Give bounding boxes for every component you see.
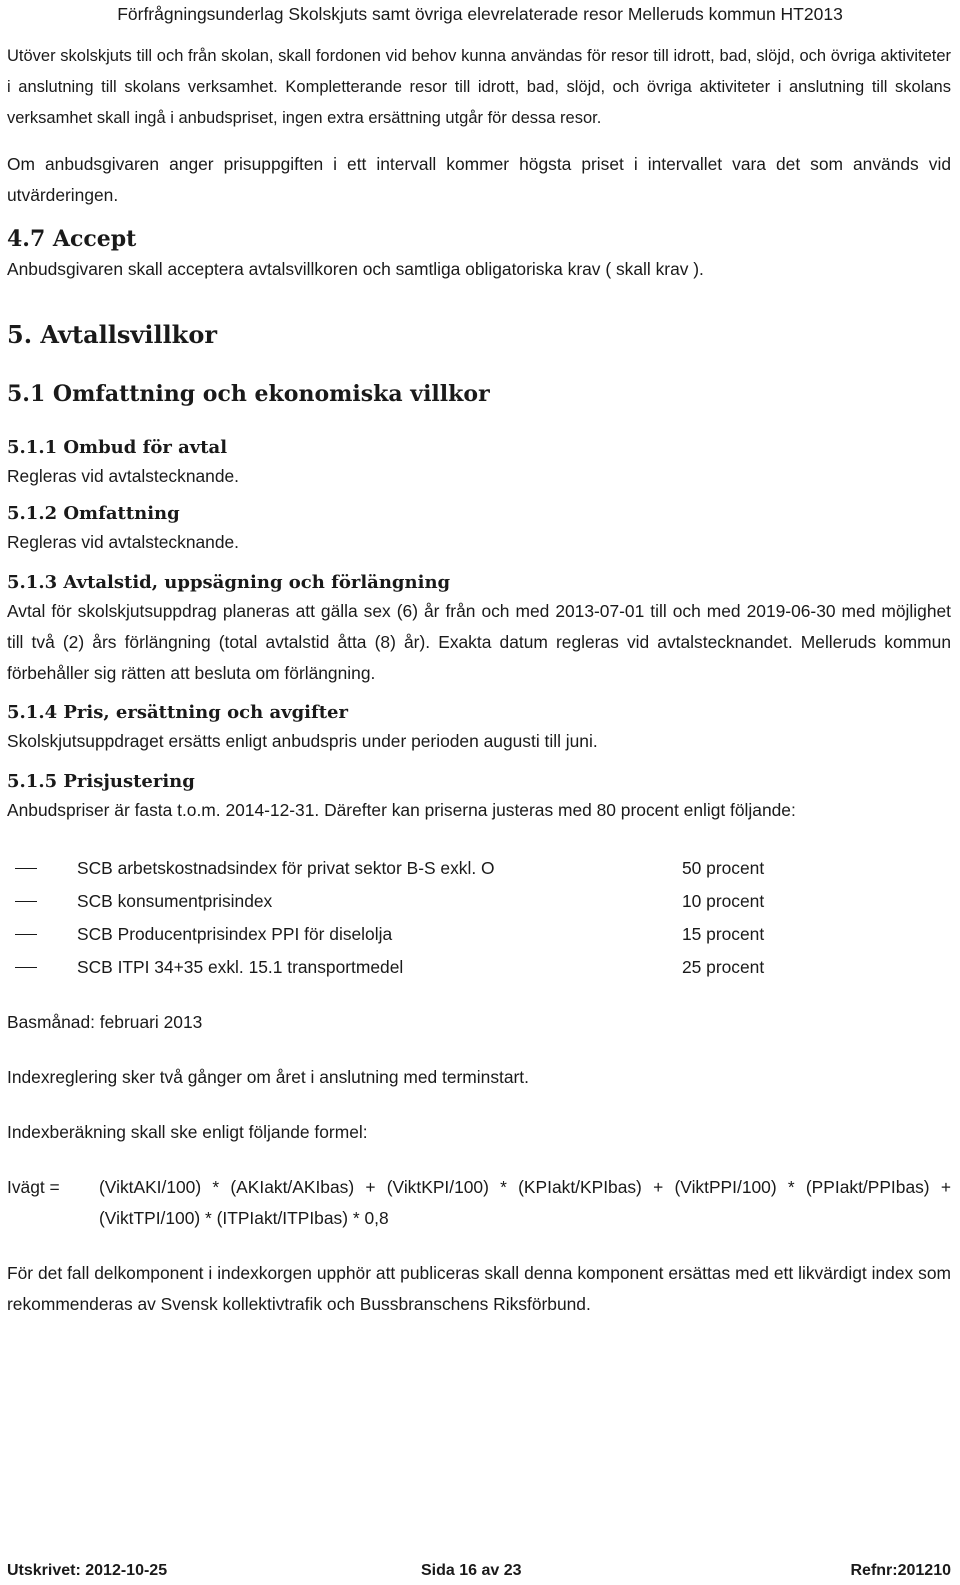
index-weight-list (7, 852, 951, 984)
page-content (7, 41, 951, 1320)
list-item-label: SCB Producentprisindex PPI för diselolja (77, 924, 393, 944)
list-item-label: SCB arbetskostnadsindex för privat sektor B-S exkl. O (77, 858, 495, 878)
section-heading-5-1-3: 5.1.3 Avtalstid, uppsägning och förlängning (7, 572, 451, 593)
dash-bullet-icon (7, 918, 77, 951)
section-heading-avtalsvillkor: 5. Avtallsvillkor (7, 320, 217, 349)
list-item (7, 885, 951, 918)
avtalstid-paragraph: Avtal för skolskjutsuppdrag planeras att gälla sex (6) år från och med 2013-07-01 till och med 2019-06-30 med möjlighet till två (2) års förlängning (total avtalstid åtta (8) år). Exakta datum regleras vid avtalstecknandet. Melleruds kommun förbehåller sig rätten att besluta om förlängning. (7, 601, 951, 683)
section-heading-5-1-5: 5.1.5 Prisjustering (7, 771, 195, 792)
footer-reference: Refnr:201210 (850, 1562, 951, 1579)
dash-bullet-icon (7, 885, 77, 918)
section-heading-5-1-1: 5.1.1 Ombud för avtal (7, 437, 228, 458)
index-formula (7, 1172, 951, 1234)
footer-page-number: Sida 16 av 23 (421, 1562, 522, 1579)
list-item-value: 25 procent (682, 957, 765, 977)
closing-paragraph: För det fall delkomponent i indexkorgen upphör att publiceras skall denna komponent ersättas med ett likvärdigt index som rekommenderas av Svensk kollektivtrafik och Bussbranschens Riksförbund. (7, 1263, 951, 1314)
omfattning-paragraph: Regleras vid avtalstecknande. (7, 532, 240, 552)
list-item (7, 918, 951, 951)
formula-lhs: Ivägt = (7, 1177, 60, 1197)
indexberakning-paragraph: Indexberäkning skall ske enligt följande formel: (7, 1122, 368, 1142)
prisjustering-paragraph: Anbudspriser är fasta t.o.m. 2014-12-31. Därefter kan priserna justeras med 80 procent enligt följande: (7, 800, 796, 820)
ombud-paragraph: Regleras vid avtalstecknande. (7, 466, 240, 486)
pris-paragraph: Skolskjutsuppdraget ersätts enligt anbudspris under perioden augusti till juni. (7, 731, 598, 751)
list-item-value: 15 procent (682, 924, 765, 944)
intro-paragraph: Utöver skolskjuts till och från skolan, skall fordonen vid behov kunna användas för resor till idrott, bad, slöjd, och övriga aktiviteter i anslutning till skolans verksamhet. Kompletterande resor till idrott, bad, slöjd, och övriga aktiviteter i anslutning till skolans verksamhet skall ingå i anbudspriset, ingen extra ersättning utgår för dessa resor. (7, 47, 951, 127)
section-heading-5-1-4: 5.1.4 Pris, ersättning och avgifter (7, 702, 348, 723)
page-footer (7, 1556, 951, 1585)
formula-rhs: (ViktAKI/100) * (AKIakt/AKIbas) + (ViktKPI/100) * (KPIakt/KPIbas) + (ViktPPI/100) * (PPIakt/PPIbas) + (ViktTPI/100) * (ITPIakt/ITPIbas) * 0,8 (99, 1177, 951, 1228)
section-heading-accept: 4.7 Accept (7, 226, 137, 252)
page-header: Förfrågningsunderlag Skolskjuts samt övriga elevrelaterade resor Melleruds kommun HT2013 (117, 4, 843, 24)
section-heading-5-1-2: 5.1.2 Omfattning (7, 503, 180, 524)
list-item-label: SCB konsumentprisindex (77, 891, 273, 911)
indexreglering-paragraph: Indexreglering sker två gånger om året i anslutning med terminstart. (7, 1067, 529, 1087)
dash-bullet-icon (7, 951, 77, 984)
dash-bullet-icon (7, 852, 77, 885)
list-item-label: SCB ITPI 34+35 exkl. 15.1 transportmedel (77, 957, 404, 977)
interval-paragraph: Om anbudsgivaren anger prisuppgiften i ett intervall kommer högsta priset i intervallet vara det som används vid utvärderingen. (7, 154, 951, 205)
list-item-value: 10 procent (682, 891, 765, 911)
list-item (7, 852, 951, 885)
footer-printed-date: Utskrivet: 2012-10-25 (7, 1562, 168, 1579)
list-item-value: 50 procent (682, 858, 765, 878)
basmanad-paragraph: Basmånad: februari 2013 (7, 1012, 203, 1032)
accept-paragraph: Anbudsgivaren skall acceptera avtalsvillkoren och samtliga obligatoriska krav ( skall krav ). (7, 259, 704, 279)
list-item (7, 951, 951, 984)
section-heading-omfattning: 5.1 Omfattning och ekonomiska villkor (7, 381, 490, 407)
